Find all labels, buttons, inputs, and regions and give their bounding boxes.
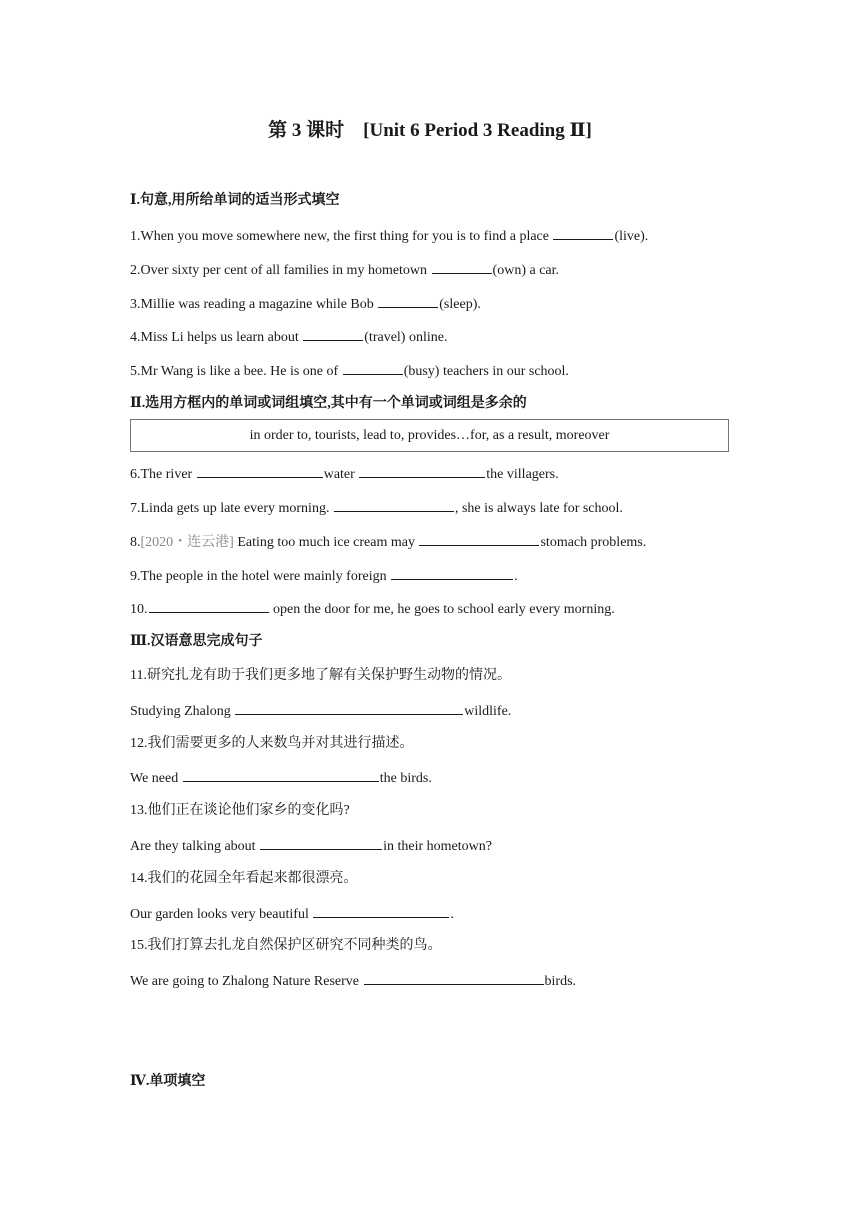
question-9-text-b: .: [514, 569, 518, 584]
question-14-chinese: 14.我们的花园全年看起来都很漂亮。: [130, 871, 358, 886]
question-11-end: wildlife.: [464, 704, 512, 719]
question-3: [130, 294, 481, 314]
question-8-source: [2020・连云港]: [140, 535, 234, 550]
question-13-text: Are they talking about: [130, 839, 260, 854]
answer-blank-14[interactable]: [313, 904, 449, 918]
question-5: [130, 361, 569, 381]
question-12-text: We need: [130, 771, 182, 786]
section-3-heading: Ⅲ.汉语意思完成句子: [130, 634, 263, 649]
answer-blank-4[interactable]: [303, 327, 363, 341]
section-1-heading: Ⅰ.句意,用所给单词的适当形式填空: [130, 193, 340, 208]
answer-blank-13[interactable]: [260, 836, 382, 850]
section-2-heading: Ⅱ.选用方框内的单词或词组填空,其中有一个单词或词组是多余的: [130, 396, 527, 411]
question-9: [130, 566, 518, 586]
question-2: [130, 260, 559, 280]
answer-blank-1[interactable]: [553, 226, 613, 240]
question-12: [130, 768, 432, 788]
question-7: [130, 498, 623, 518]
question-11-chinese: 11.研究扎龙有助于我们更多地了解有关保护野生动物的情况。: [130, 668, 511, 683]
answer-blank-6b[interactable]: [359, 464, 485, 478]
question-10: [130, 599, 615, 619]
word-bank-text: in order to, tourists, lead to, provides…for, as a result, moreover: [249, 427, 610, 443]
question-11: [130, 701, 511, 721]
question-10-text: open the door for me, he goes to school early every morning.: [269, 602, 615, 617]
question-7-text-b: , she is always late for school.: [454, 501, 623, 516]
question-4-text: 4.Miss Li helps us learn about: [130, 330, 303, 345]
question-3-text: 3.Millie was reading a magazine while Bob: [130, 297, 378, 312]
question-14-end: .: [450, 907, 454, 922]
answer-blank-12[interactable]: [183, 768, 379, 782]
question-13-end: in their hometown?: [383, 839, 492, 854]
question-3-hint: (sleep).: [439, 297, 481, 312]
answer-blank-5[interactable]: [343, 361, 403, 375]
question-14-text: Our garden looks very beautiful: [130, 907, 313, 922]
question-1: [130, 226, 648, 246]
question-6-text-a: 6.The river: [130, 467, 196, 482]
question-6-text-b: water: [323, 467, 359, 482]
question-9-text-a: 9.The people in the hotel were mainly foreign: [130, 569, 391, 584]
question-11-text: Studying Zhalong: [130, 704, 235, 719]
word-bank-box: [130, 419, 729, 452]
question-6: [130, 464, 559, 484]
question-13: [130, 836, 492, 856]
question-15: [130, 971, 576, 991]
question-10-number: 10.: [130, 602, 148, 617]
question-12-chinese: 12.我们需要更多的人来数鸟并对其进行描述。: [130, 736, 414, 751]
question-4: [130, 327, 447, 347]
question-15-text: We are going to Zhalong Nature Reserve: [130, 974, 363, 989]
answer-blank-10[interactable]: [149, 599, 269, 613]
question-2-text: 2.Over sixty per cent of all families in my hometown: [130, 263, 431, 278]
question-8-number: 8.: [130, 535, 141, 550]
section-4-heading: Ⅳ.单项填空: [130, 1074, 206, 1089]
answer-blank-2[interactable]: [432, 260, 492, 274]
question-2-hint: (own) a car.: [492, 263, 560, 278]
answer-blank-3[interactable]: [378, 294, 438, 308]
question-5-hint: (busy) teachers in our school.: [403, 364, 569, 379]
question-1-hint: (live).: [614, 229, 649, 244]
answer-blank-8[interactable]: [419, 532, 539, 546]
question-5-text: 5.Mr Wang is like a bee. He is one of: [130, 364, 342, 379]
question-8-text-a: Eating too much ice cream may: [233, 535, 419, 550]
question-12-end: the birds.: [379, 771, 432, 786]
question-15-chinese: 15.我们打算去扎龙自然保护区研究不同种类的鸟。: [130, 938, 442, 953]
question-15-end: birds.: [544, 974, 577, 989]
question-4-hint: (travel) online.: [364, 330, 448, 345]
answer-blank-11[interactable]: [235, 701, 463, 715]
question-7-text-a: 7.Linda gets up late every morning.: [130, 501, 333, 516]
answer-blank-15[interactable]: [364, 971, 544, 985]
answer-blank-7[interactable]: [334, 498, 454, 512]
question-6-text-c: the villagers.: [486, 467, 559, 482]
question-8-text-b: stomach problems.: [540, 535, 647, 550]
question-13-chinese: 13.他们正在谈论他们家乡的变化吗?: [130, 803, 350, 818]
answer-blank-6a[interactable]: [197, 464, 323, 478]
question-1-text: 1.When you move somewhere new, the first thing for you is to find a place: [130, 229, 553, 244]
page-title: 第 3 课时 [Unit 6 Period 3 Reading Ⅱ]: [268, 120, 592, 141]
question-14: [130, 904, 454, 924]
question-8: [130, 532, 646, 552]
answer-blank-9[interactable]: [391, 566, 513, 580]
